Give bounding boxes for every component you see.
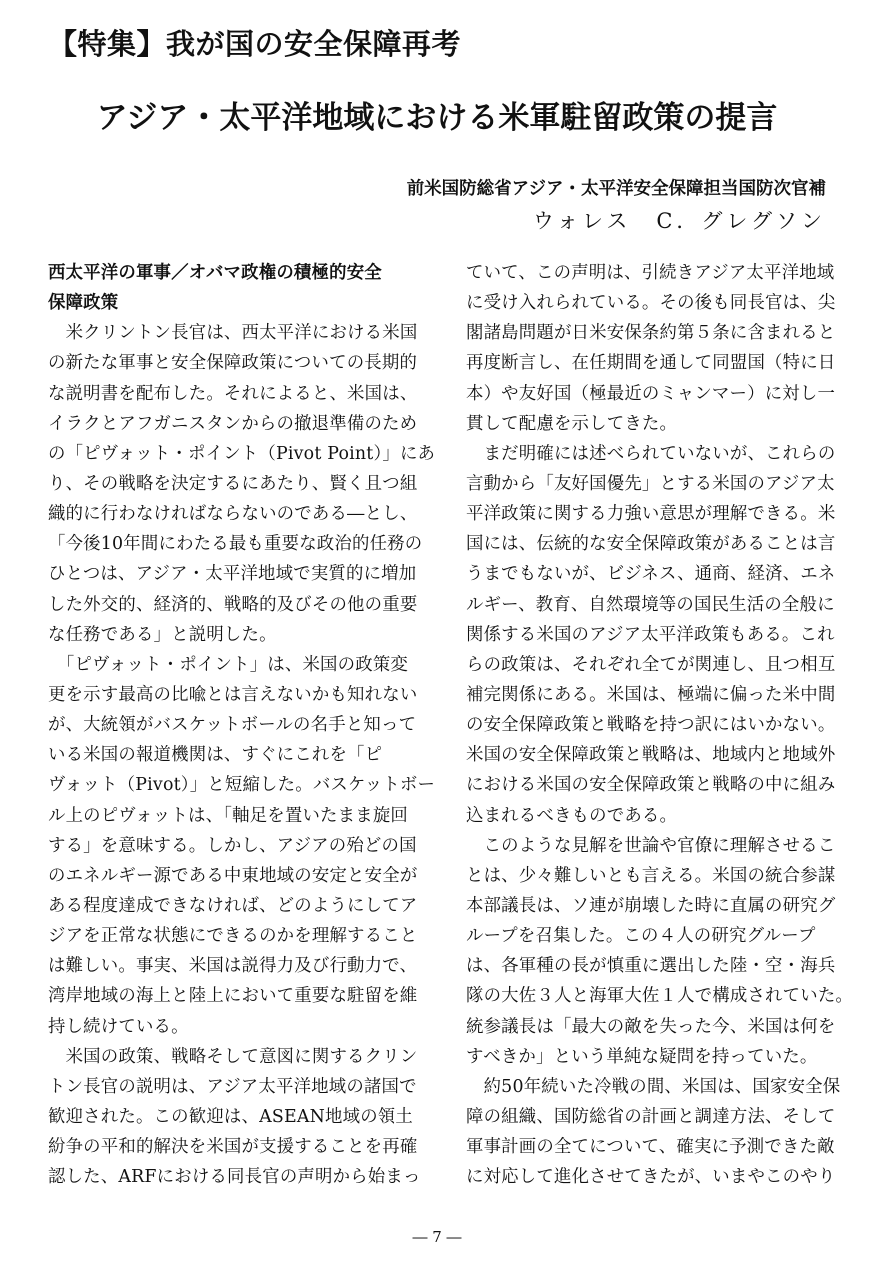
text-line: ルギー、教育、自然環境等の国民生活の全般に [466, 594, 835, 615]
text-line: 「ピヴォット・ポイント」は、米国の政策変 [48, 654, 409, 675]
text-line: らの政策は、それぞれ全てが関連し、且つ相互 [466, 654, 836, 675]
text-line: ていて、この声明は、引続きアジア太平洋地域 [466, 263, 835, 283]
text-line: 障の組織、国防総省の計画と調達方法、そして [466, 1106, 836, 1127]
text-line: 織的に行わなければならないのである―とし、 [48, 504, 418, 525]
left-column [48, 258, 436, 1192]
text-line: ある程度達成できなければ、どのようにしてア [48, 895, 418, 916]
text-line: 米国の政策、戦略そして意図に関するクリン [48, 1046, 418, 1067]
text-line: の「ピヴォット・ポイント（Pivot Point）」にあ [48, 443, 436, 464]
text-line: ヴォット（Pivot）」と短縮した。バスケットボー [48, 775, 436, 796]
text-line: 米クリントン長官は、西太平洋における米国 [48, 323, 418, 344]
text-line: とは、少々難しいとも言える。米国の統合参謀 [466, 865, 836, 886]
feature-label: 【特集】我が国の安全保障再考 [48, 27, 462, 61]
text-line: 「今後10年間にわたる最も重要な政治的任務の [48, 534, 423, 555]
text-line: な任務である」と説明した。 [48, 624, 277, 645]
text-line: り、その戦略を決定するにあたり、賢く且つ組 [48, 473, 418, 494]
text-line: うまでもないが、ビジネス、通商、経済、エネ [466, 564, 836, 585]
section-heading-line: 保障政策 [48, 293, 119, 314]
text-line: 込まれるべきものである。 [466, 805, 678, 826]
text-line: 軍事計画の全てについて、確実に予測できた敵 [466, 1137, 835, 1158]
article-title: アジア・太平洋地域における米軍駐留政策の提言 [96, 100, 778, 136]
text-line: 閣諸島問題が日米安保条約第５条に含まれると [466, 323, 836, 344]
text-line: のエネルギー源である中東地域の安定と安全が [48, 865, 418, 886]
text-line: 平洋政策に関する力強い意思が理解できる。米 [466, 504, 836, 525]
text-line: は、各軍種の長が慎重に選出した陸・空・海兵 [466, 956, 836, 977]
text-line: における米国の安全保障政策と戦略の中に組み [466, 775, 836, 796]
text-line: 本）や友好国（極最近のミャンマー）に対し一 [466, 383, 836, 404]
text-line: に対応して進化させてきたが、いまやこのやり [466, 1167, 836, 1188]
author-name: ウォレス C．グレグソン [532, 209, 826, 233]
text-line: ル上のピヴォットは、「軸足を置いたまま旋回 [48, 805, 409, 826]
text-line: ループを召集した。この４人の研究グループ [466, 926, 816, 947]
text-line: 言動から「友好国優先」とする米国のアジア太 [466, 473, 835, 494]
text-line: 認した、ARFにおける同長官の声明から始まっ [48, 1167, 421, 1188]
text-line: 統参議長は「最大の敵を失った今、米国は何を [466, 1016, 836, 1037]
text-line: 歓迎された。この歓迎は、ASEAN地域の領土 [48, 1106, 413, 1127]
text-line: すべきか」という単純な疑問を持っていた。 [466, 1046, 818, 1067]
text-line: が、大統領がバスケットボールの名手と知って [48, 715, 417, 736]
text-line: いる米国の報道機関は、すぐにこれを「ピ [48, 745, 383, 766]
text-line: した外交的、経済的、戦略的及びその他の重要 [48, 594, 418, 615]
text-line: 再度断言し、在任期間を通して同盟国（特に日 [466, 353, 836, 374]
text-line: に受け入れられている。その後も同長官は、尖 [466, 293, 836, 314]
text-line: 湾岸地域の海上と陸上において重要な駐留を維 [48, 986, 418, 1007]
text-line: 隊の大佐３人と海軍大佐１人で構成されていた。 [466, 986, 853, 1007]
text-line: 約50年続いた冷戦の間、米国は、国家安全保 [466, 1076, 841, 1097]
text-line: まだ明確には述べられていないが、これらの [466, 443, 836, 464]
text-line: 国には、伝統的な安全保障政策があることは言 [466, 534, 836, 555]
text-line: 更を示す最高の比喩とは言えないかも知れない [48, 684, 418, 705]
text-line: イラクとアフガニスタンからの撤退準備のため [48, 413, 418, 434]
text-line: このような見解を世論や官僚に理解させるこ [466, 835, 836, 856]
text-line: の安全保障政策と戦略を持つ訳にはいかない。 [466, 715, 836, 736]
text-line: 持し続けている。 [48, 1016, 189, 1037]
text-line: 補完関係にある。米国は、極端に偏った米中間 [466, 684, 836, 705]
text-line: 貫して配慮を示してきた。 [466, 413, 678, 434]
text-line: トン長官の説明は、アジア太平洋地域の諸国で [48, 1076, 417, 1097]
right-column [466, 258, 853, 1192]
left-column-body [48, 318, 436, 1192]
page-number: ― 7 ― [412, 1228, 462, 1246]
text-line: 紛争の平和的解決を米国が支援することを再確 [48, 1137, 418, 1158]
text-line: ジアを正常な状態にできるのかを理解すること [48, 926, 418, 947]
text-line: する」を意味する。しかし、アジアの殆どの国 [48, 835, 417, 856]
section-heading-line: 西太平洋の軍事／オバマ政権の積極的安全 [48, 263, 382, 283]
author-role: 前米国防総省アジア・太平洋安全保障担当国防次官補 [406, 179, 826, 199]
text-line: の新たな軍事と安全保障政策についての長期的 [48, 353, 418, 374]
right-column-body [466, 258, 853, 1192]
text-line: ひとつは、アジア・太平洋地域で実質的に増加 [48, 564, 417, 585]
text-line: 米国の安全保障政策と戦略は、地域内と地域外 [466, 745, 836, 766]
text-line: は難しい。事実、米国は説得力及び行動力で、 [48, 956, 418, 977]
text-line: 関係する米国のアジア太平洋政策もある。これ [466, 624, 835, 645]
text-line: な説明書を配布した。それによると、米国は、 [48, 383, 418, 404]
text-line: 本部議長は、ソ連が崩壊した時に直属の研究グ [466, 895, 836, 916]
